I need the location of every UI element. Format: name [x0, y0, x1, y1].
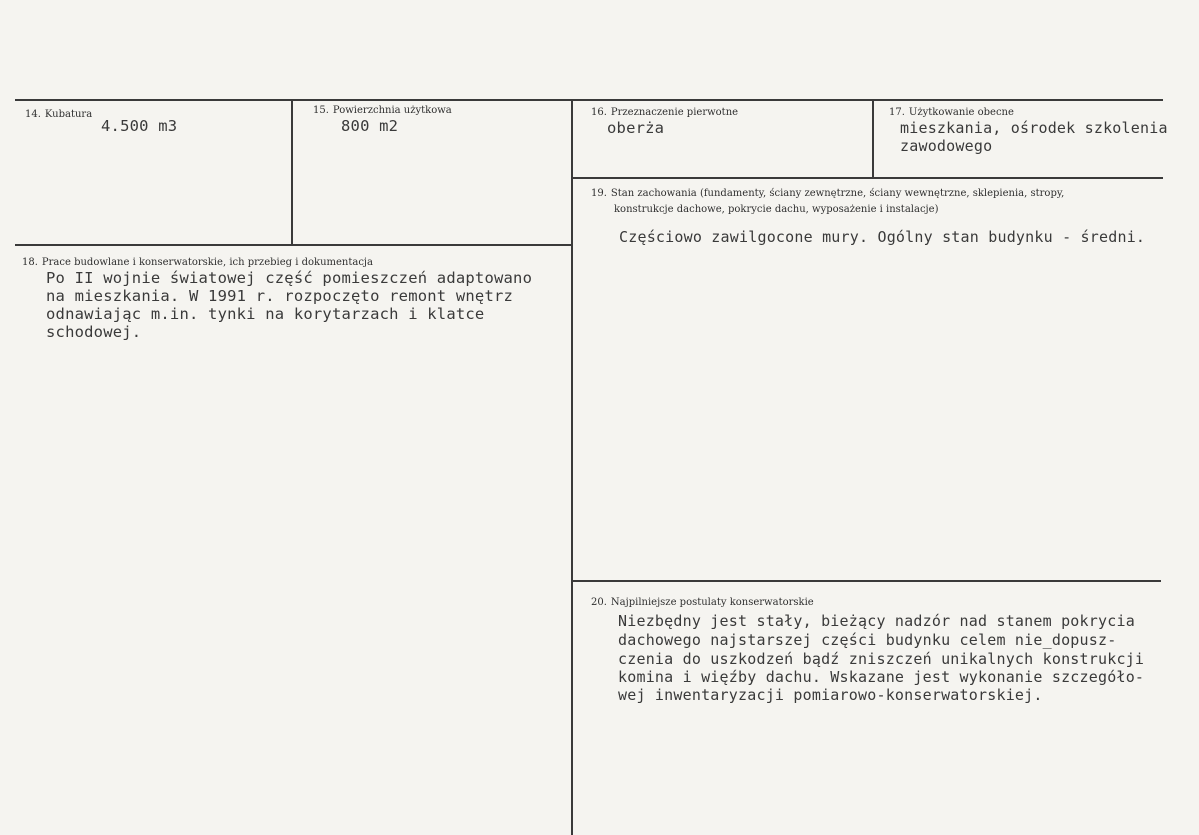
field-14-number: 14. — [25, 109, 41, 120]
field-15-title: Powierzchnia użytkowa — [332, 105, 452, 116]
field-17-number: 17. — [889, 107, 905, 118]
field-18-value-line-3: odnawiając m.in. tynki na korytarzach i klatce — [46, 305, 485, 323]
field-19-title-line-1: Stan zachowania (fundamenty, ściany zewnętrzne, ściany wewnętrzne, sklepienia, stropy, — [610, 188, 1065, 199]
field-20-value-line-1: Niezbędny jest stały, bieżący nadzór nad stanem pokrycia — [618, 612, 1135, 630]
field-18-title: Prace budowlane i konserwatorskie, ich przebieg i dokumentacja — [41, 257, 373, 268]
field-16-number: 16. — [591, 107, 607, 118]
field-18-number: 18. — [22, 257, 38, 268]
field-19-number: 19. — [591, 188, 607, 199]
top-rule — [15, 99, 1163, 101]
field-15-label — [313, 104, 452, 118]
rule-above-20 — [571, 580, 1161, 582]
field-16-title: Przeznaczenie pierwotne — [610, 107, 739, 118]
field-14-title: Kubatura — [44, 109, 93, 120]
rule-under-14-15 — [15, 244, 573, 246]
rule-under-16-17 — [571, 177, 1163, 179]
field-17-label — [889, 106, 1014, 120]
field-20-value-line-5: wej inwentaryzacji pomiarowo-konserwatorskiej. — [618, 686, 1043, 704]
field-16-label — [591, 106, 738, 120]
field-18-value-line-4: schodowej. — [46, 323, 142, 341]
field-18-value-line-1: Po II wojnie światowej część pomieszczeń adaptowano — [46, 269, 533, 287]
field-20-title: Najpilniejsze postulaty konserwatorskie — [610, 597, 814, 608]
divider-16-17 — [872, 99, 874, 177]
field-19-label-line-2: konstrukcje dachowe, pokrycie dachu, wyposażenie i instalacje) — [614, 204, 939, 215]
field-20-label — [591, 596, 814, 610]
field-15-number: 15. — [313, 105, 329, 116]
field-15-value: 800 m2 — [341, 117, 399, 135]
field-19-value: Częściowo zawilgocone mury. Ogólny stan budynku - średni. — [619, 228, 1146, 246]
field-18-value-line-2: na mieszkania. W 1991 r. rozpoczęto remont wnętrz — [46, 287, 514, 305]
field-20-value-line-4: komina i więźby dachu. Wskazane jest wykonanie szczegóło- — [618, 668, 1145, 686]
field-20-value-line-3: czenia do uszkodzeń bądź zniszczeń unikalnych konstrukcji — [618, 650, 1145, 668]
field-14-label — [25, 108, 92, 122]
field-14-value: 4.500 m3 — [101, 117, 178, 135]
field-18-label — [22, 256, 373, 270]
field-17-value-line-1: mieszkania, ośrodek szkolenia — [900, 119, 1168, 137]
field-19-label-line-1 — [591, 187, 1064, 201]
divider-main — [571, 99, 573, 835]
field-17-value-line-2: zawodowego — [900, 137, 993, 155]
field-20-number: 20. — [591, 597, 607, 608]
field-20-value-line-2: dachowego najstarszej części budynku celem nie_dopusz- — [618, 631, 1117, 649]
divider-14-15 — [291, 99, 293, 245]
field-17-title: Użytkowanie obecne — [908, 107, 1014, 118]
field-16-value: oberża — [607, 119, 665, 137]
